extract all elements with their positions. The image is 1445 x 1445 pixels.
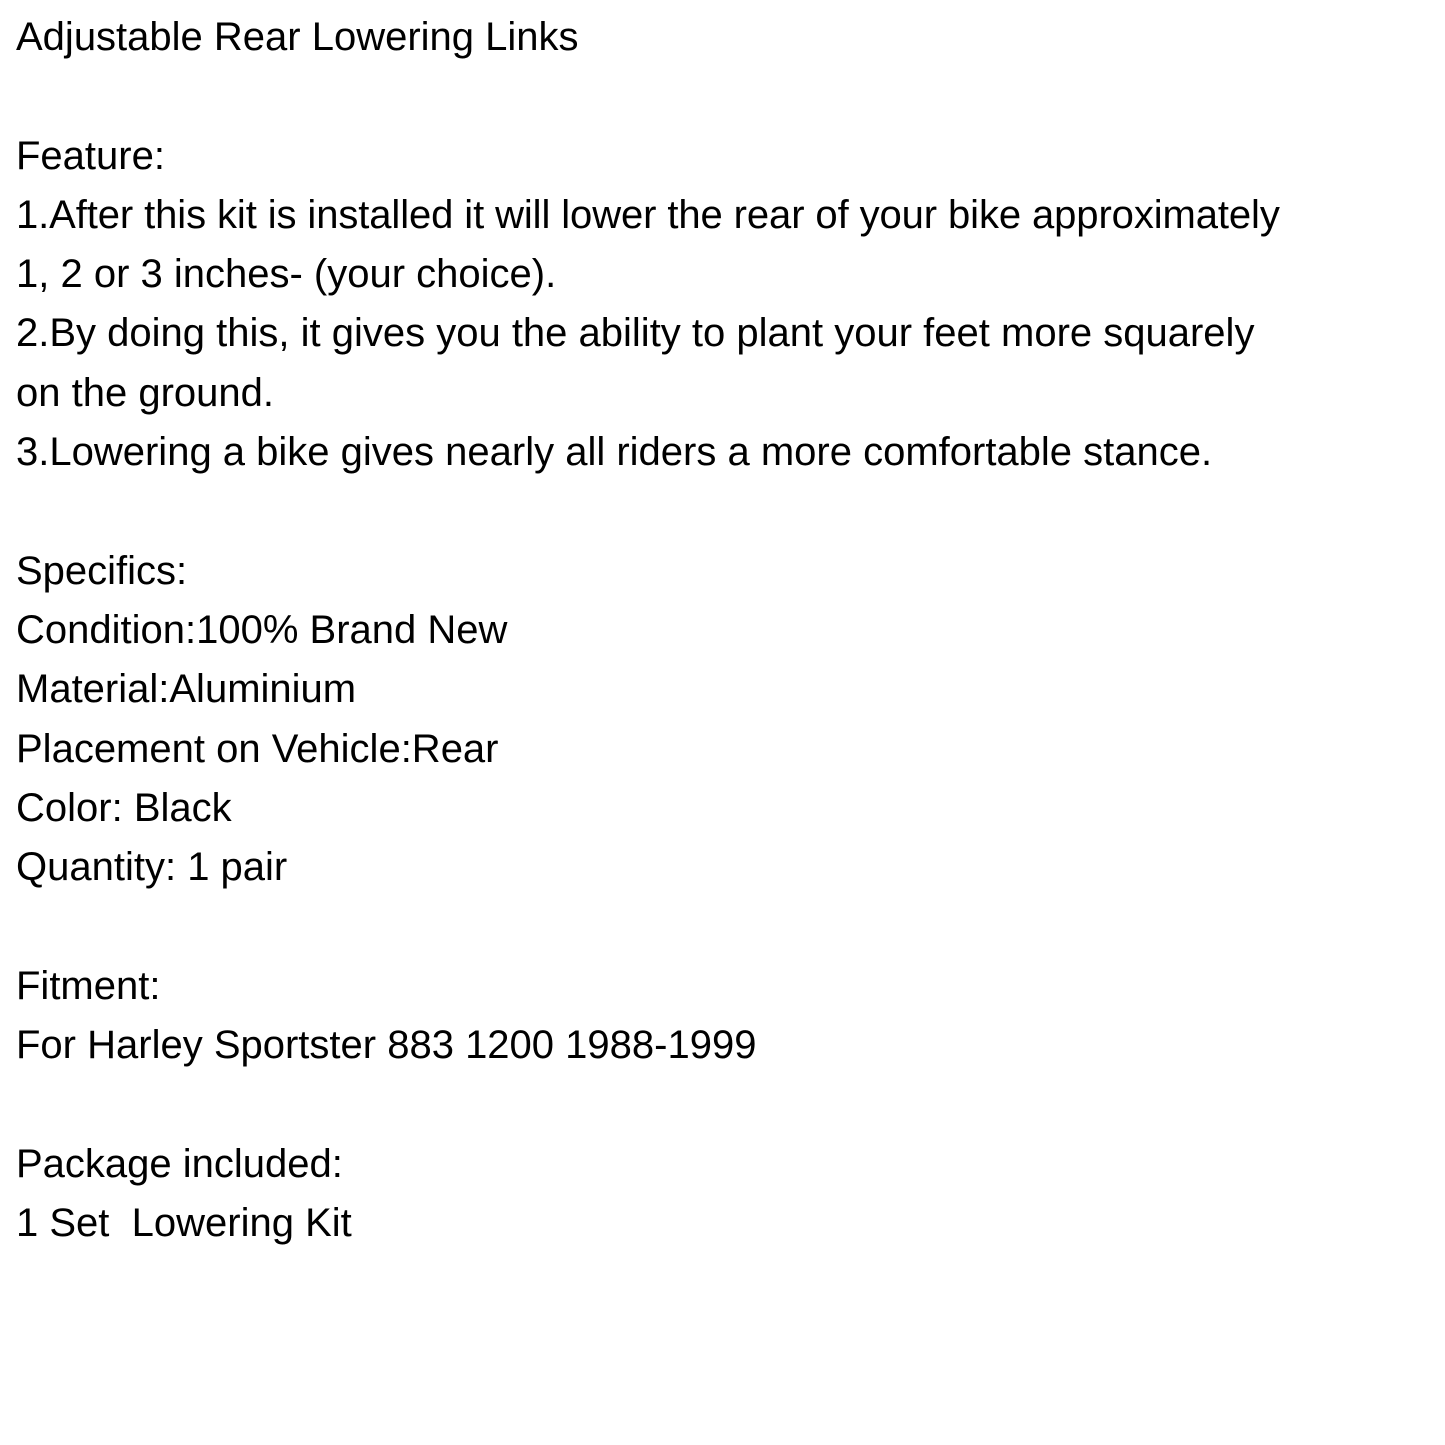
fitment-models: For Harley Sportster 883 1200 1988-1999 (16, 1023, 757, 1068)
spacer (16, 1075, 1441, 1134)
feature-line-4: on the ground. (16, 370, 274, 415)
feature-line-5: 3.Lowering a bike gives nearly all riders a more comfortable stance. (16, 430, 1213, 475)
spec-placement: Placement on Vehicle:Rear (16, 726, 499, 771)
spec-condition: Condition:100% Brand New (16, 607, 508, 652)
feature-heading: Feature: (16, 133, 165, 178)
specifics-heading: Specifics: (16, 548, 188, 593)
feature-line-3: 2.By doing this, it gives you the ability to plant your feet more squarely (16, 311, 1255, 356)
spacer (16, 897, 1441, 956)
spacer (16, 482, 1441, 541)
fitment-heading: Fitment: (16, 963, 161, 1008)
feature-line-2: 1, 2 or 3 inches- (your choice). (16, 252, 557, 297)
spec-quantity: Quantity: 1 pair (16, 845, 288, 890)
feature-line-1: 1.After this kit is installed it will lower the rear of your bike approximately (16, 192, 1280, 237)
product-title: Adjustable Rear Lowering Links (16, 15, 579, 59)
spacer (16, 67, 1441, 126)
package-contents: 1 Set Lowering Kit (16, 1200, 352, 1245)
spec-color: Color: Black (16, 785, 232, 830)
product-description (16, 8, 1441, 1253)
spec-material: Material:Aluminium (16, 667, 357, 712)
package-heading: Package included: (16, 1141, 343, 1186)
